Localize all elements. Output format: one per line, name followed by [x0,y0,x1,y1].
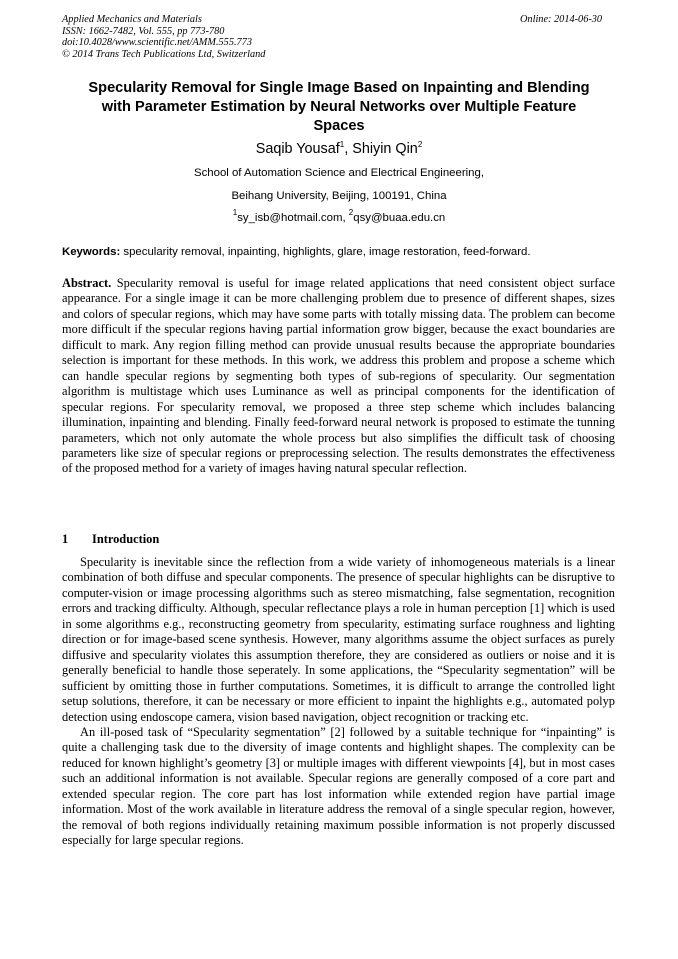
section-heading-introduction [62,532,159,547]
online-date: Online: 2014-06-30 [520,14,603,25]
title-line-2: with Parameter Estimation by Neural Networks over Multiple Feature [101,99,577,115]
author-separator: , [344,141,353,157]
journal-copyright: © 2014 Trans Tech Publications Ltd, Switzerland [62,48,266,60]
keywords-text: specularity removal, inpainting, highlights, glare, image restoration, feed-forward. [120,246,531,258]
journal-doi: doi:10.4028/www.scientific.net/AMM.555.773 [62,37,252,49]
affiliation-line-2: Beihang University, Beijing, 100191, China [231,190,447,202]
author-1: Saqib Yousaf [255,141,340,157]
abstract [62,276,615,477]
email-2[interactable]: qsy@buaa.edu.cn [353,212,446,224]
intro-paragraph-2: An ill-posed task of “Specularity segmentation” [2] followed by a suitable technique for “inpainting” is quite a challenging task due to the diversity of image contents and highlight shapes. The complexity can be reduced for known highlight’s geometry [3] or multiple images with different viewpoints [4], but in most cases such an additional information is not available. Specular regions are generally composed of a core part and extended specular region. The core part has lost information while extended region have partial image information. Most of the work available in literature address the removal of a single specular region, however, the removal of both regions individually retaining maximum possible information is not properly discussed especially for large specular regions. [62,724,615,848]
keywords-label: Keywords: [62,246,121,258]
email-1-mark: 1 [232,208,238,217]
journal-header [62,14,265,60]
author-emails [56,208,622,225]
author-2-affil-mark: 2 [417,140,423,149]
journal-name: Applied Mechanics and Materials [62,14,202,25]
keywords [62,245,531,259]
email-2-mark: 2 [348,208,354,217]
introduction-body [62,555,615,849]
section-number: 1 [62,532,69,546]
intro-paragraph-1: Specularity is inevitable since the reflection from a wide variety of inhomogeneous materials is a linear combination of both diffuse and specular components. The presence of specular highlights can be disruptive to computer-vision or image processing algorithms such as stereo mismatching, false segmentation, recognition errors and tracking difficulty. Although, specular reflectance plays a role in human perception [1] which is used in some algorithms e.g., reconstructing geometry from specularity, estimating surface roughness and lighting direction or for image-based scene synthesis. However, many algorithms assume the object surfaces as purely diffusive and specularity violates this assumption therefore, they are considered as outliers or noise and it is generally beneficial to handle those seperately. In some applications, the “Specularity segmentation” will be sufficient by omitting those in further computations. Sometimes, it is difficult to arrange the controlled light setup solutions, therefore, it can be necessary or more efficient to inpaint the highlights e.g., automated polyp detection using endoscope camera, vision based navigation, object recognition or tracking etc. [62,555,615,724]
email-1[interactable]: sy_isb@hotmail.com, [237,212,349,224]
journal-issn: ISSN: 1662-7482, Vol. 555, pp 773-780 [62,25,225,37]
author-list [56,140,622,158]
author-1-affil-mark: 1 [339,140,345,149]
title-line-3: Spaces [313,118,365,134]
abstract-label: Abstract. [62,276,112,290]
paper-title [56,79,622,136]
abstract-text: Specularity removal is useful for image related applications that need consistent object surface appearance. For a single image it can be more challenging problem due to presence of different shapes, sizes and colors of specular regions, which may have some parts with totally missing data. The problem can become more difficult if the specular regions having partial information grow bigger, because the exact boundaries are difficult to mark. Any region filling method can provide unusual results because the appropriate boundaries selection is important for these methods. In this work, we address this problem and propose a scheme which can handle specular regions by segmenting both types of sub-regions of specularity. Our segmentation algorithm is multistage which uses Luminance as well as principal components for the identification of specular regions. For specularity removal, we proposed a three step scheme which includes balancing illumination, inpainting and blending. Finally feed-forward neural network is proposed to estimate the tunning parameters, which not only automate the whole process but also simplifies the difficult task of choosing parameters like size of specular regions or preprocessing selection. The results demonstrates the effectiveness of the proposed method for a variety of images having natural specular reflection. [62,276,615,476]
affiliation-line-1: School of Automation Science and Electrical Engineering, [193,167,484,179]
author-2: Shiyin Qin [352,141,418,157]
title-line-1: Specularity Removal for Single Image Based on Inpainting and Blending [88,80,590,96]
section-title: Introduction [92,532,160,546]
